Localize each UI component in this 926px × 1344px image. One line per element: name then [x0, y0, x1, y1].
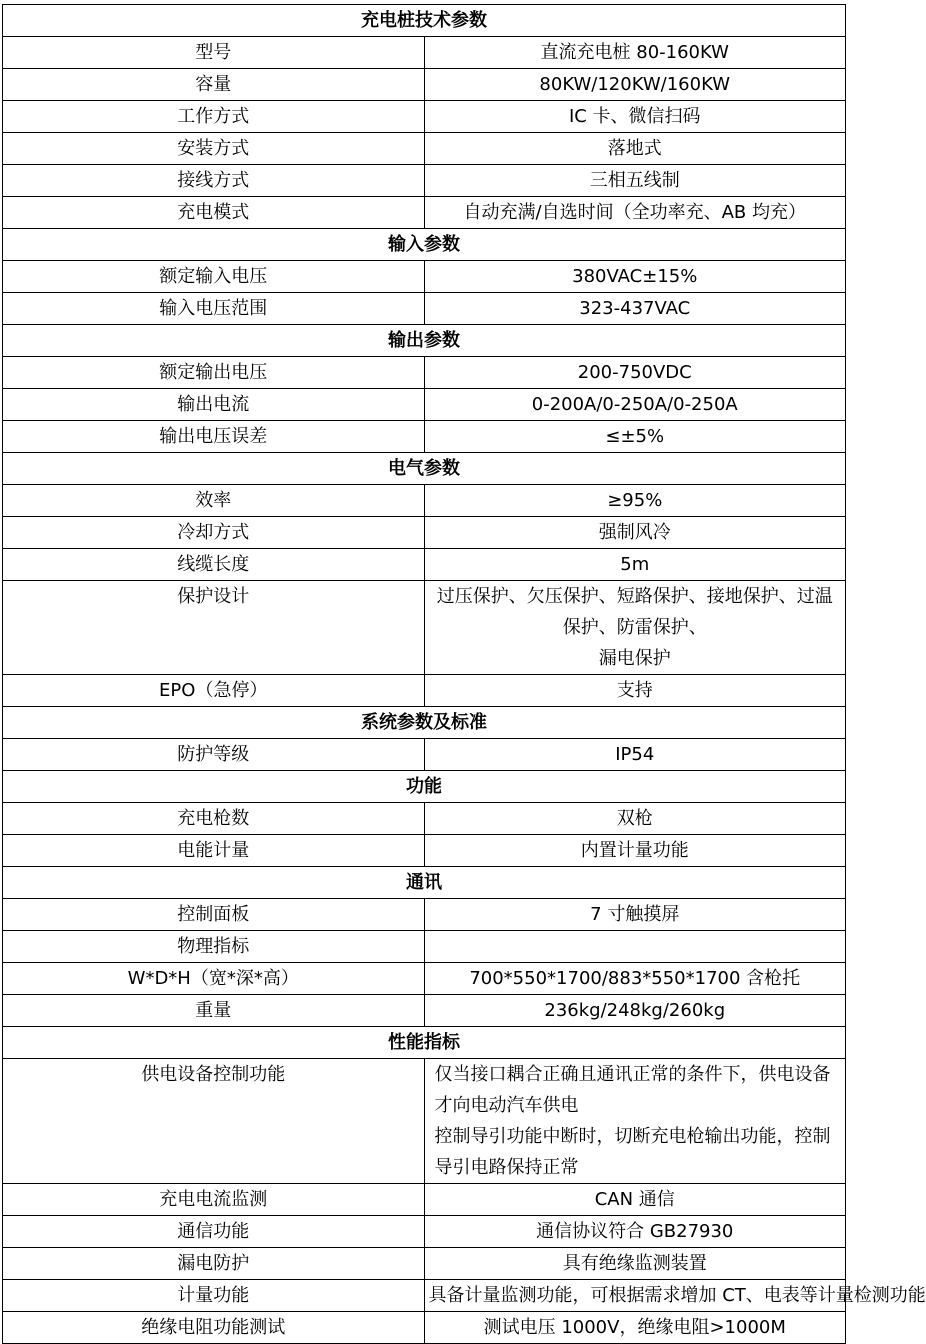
- param-label: 输出电压误差: [3, 421, 425, 453]
- param-label: 冷却方式: [3, 517, 425, 549]
- table-row: [3, 931, 846, 963]
- section-heading: 输出参数: [3, 325, 846, 357]
- param-label: 输出电流: [3, 389, 425, 421]
- param-value-line: 控制导引功能中断时，切断充电枪输出功能，控制导引电路保持正常: [434, 1126, 831, 1178]
- param-label: 额定输入电压: [3, 261, 425, 293]
- spec-table-body: [3, 5, 926, 1344]
- section-heading-row: [3, 867, 846, 899]
- param-value: 通信协议符合 GB27930: [424, 1216, 846, 1248]
- param-label: 接线方式: [3, 165, 425, 197]
- param-value: IP54: [424, 739, 846, 771]
- param-value: 具有绝缘监测装置: [424, 1248, 846, 1280]
- param-value: 落地式: [424, 133, 846, 165]
- param-value: ≥95%: [424, 485, 846, 517]
- section-heading-row: [3, 229, 846, 261]
- param-value: 700*550*1700/883*550*1700 含枪托: [424, 963, 846, 995]
- section-heading-row: [3, 707, 846, 739]
- table-row: [3, 293, 846, 325]
- param-value: 200-750VDC: [424, 357, 846, 389]
- param-value-line: 仅当接口耦合正确且通讯正常的条件下，供电设备才向电动汽车供电: [434, 1064, 831, 1116]
- param-value: 323-437VAC: [424, 293, 846, 325]
- param-label: 充电模式: [3, 197, 425, 229]
- table-row: [3, 899, 846, 931]
- param-value-line: 漏电保护: [598, 648, 671, 669]
- section-heading: 电气参数: [3, 453, 846, 485]
- param-label: 充电电流监测: [3, 1184, 425, 1216]
- param-value: 支持: [424, 675, 846, 707]
- param-label: 计量功能: [3, 1280, 425, 1312]
- section-heading-row: [3, 453, 846, 485]
- table-row: [3, 835, 846, 867]
- table-row: [3, 581, 846, 675]
- param-label: 电能计量: [3, 835, 425, 867]
- table-title: 充电桩技术参数: [3, 5, 846, 37]
- table-row: [3, 1184, 846, 1216]
- param-label: 线缆长度: [3, 549, 425, 581]
- param-value: IC 卡、微信扫码: [424, 101, 846, 133]
- table-row: [3, 485, 846, 517]
- table-row: [3, 675, 846, 707]
- table-row: [3, 517, 846, 549]
- table-row: [3, 357, 846, 389]
- param-value: 7 寸触摸屏: [424, 899, 846, 931]
- param-label: 通信功能: [3, 1216, 425, 1248]
- param-value: 测试电压 1000V，绝缘电阻>1000M: [424, 1312, 846, 1344]
- param-label: 防护等级: [3, 739, 425, 771]
- section-heading-row: [3, 1027, 846, 1059]
- param-label: 重量: [3, 995, 425, 1027]
- param-label: 安装方式: [3, 133, 425, 165]
- table-row: [3, 389, 846, 421]
- table-row: [3, 1216, 846, 1248]
- param-value: 双枪: [424, 803, 846, 835]
- param-label: W*D*H（宽*深*高）: [3, 963, 425, 995]
- table-row: [3, 69, 846, 101]
- table-row: [3, 803, 846, 835]
- table-row: [3, 1280, 846, 1312]
- param-value: 0-200A/0-250A/0-250A: [424, 389, 846, 421]
- section-heading: 功能: [3, 771, 846, 803]
- param-value: 内置计量功能: [424, 835, 846, 867]
- param-value: 自动充满/自选时间（全功率充、AB 均充）: [424, 197, 846, 229]
- table-row: [3, 133, 846, 165]
- param-value: 5m: [424, 549, 846, 581]
- param-label: 供电设备控制功能: [3, 1059, 425, 1184]
- section-heading: 性能指标: [3, 1027, 846, 1059]
- param-value: 具备计量监测功能，可根据需求增加 CT、电表等计量检测功能: [424, 1280, 846, 1312]
- table-row: [3, 1248, 846, 1280]
- spec-table: [2, 4, 926, 1344]
- section-heading: 通讯: [3, 867, 846, 899]
- table-row: [3, 1059, 846, 1184]
- param-label: 效率: [3, 485, 425, 517]
- section-heading: 系统参数及标准: [3, 707, 846, 739]
- param-label: 漏电防护: [3, 1248, 425, 1280]
- param-value: 236kg/248kg/260kg: [424, 995, 846, 1027]
- param-label: 绝缘电阻功能测试: [3, 1312, 425, 1344]
- param-label: 保护设计: [3, 581, 425, 675]
- param-value: [424, 581, 846, 675]
- table-row: [3, 1312, 846, 1344]
- param-label: 容量: [3, 69, 425, 101]
- param-value: 强制风冷: [424, 517, 846, 549]
- param-label: EPO（急停）: [3, 675, 425, 707]
- param-value: 直流充电桩 80-160KW: [424, 37, 846, 69]
- table-row: [3, 101, 846, 133]
- param-label: 型号: [3, 37, 425, 69]
- param-value: 三相五线制: [424, 165, 846, 197]
- param-value: 380VAC±15%: [424, 261, 846, 293]
- table-row: [3, 37, 846, 69]
- table-row: [3, 165, 846, 197]
- param-value: 80KW/120KW/160KW: [424, 69, 846, 101]
- param-value: [424, 931, 846, 963]
- section-heading: 输入参数: [3, 229, 846, 261]
- table-row: [3, 197, 846, 229]
- table-row: [3, 261, 846, 293]
- param-value: ≤±5%: [424, 421, 846, 453]
- table-row: [3, 549, 846, 581]
- table-row: [3, 739, 846, 771]
- param-label: 工作方式: [3, 101, 425, 133]
- section-heading-row: [3, 325, 846, 357]
- table-row: [3, 963, 846, 995]
- param-label: 输入电压范围: [3, 293, 425, 325]
- param-value-line: 过压保护、欠压保护、短路保护、接地保护、过温保护、防雷保护、: [436, 586, 833, 638]
- param-value: CAN 通信: [424, 1184, 846, 1216]
- section-heading-row: [3, 771, 846, 803]
- param-label: 额定输出电压: [3, 357, 425, 389]
- table-row: [3, 421, 846, 453]
- param-label: 物理指标: [3, 931, 425, 963]
- table-row: [3, 995, 846, 1027]
- param-value: [424, 1059, 846, 1184]
- param-label: 控制面板: [3, 899, 425, 931]
- param-label: 充电枪数: [3, 803, 425, 835]
- table-title-row: [3, 5, 846, 37]
